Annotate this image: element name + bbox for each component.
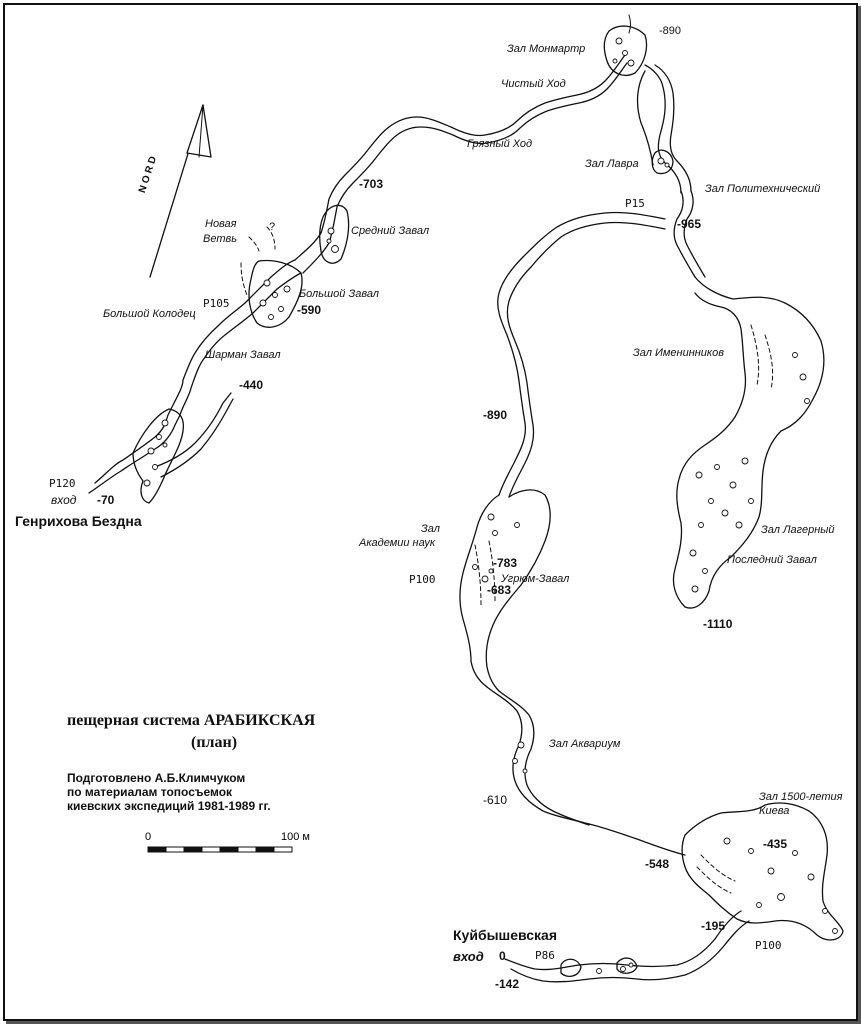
label-zal-1500: Зал 1500-летия (759, 791, 843, 803)
depth-610: -610 (483, 793, 508, 807)
label-zal-imeninnikov: Зал Именинников (633, 347, 724, 359)
label-sredny-zaval: Средний Завал (351, 225, 430, 237)
depth-590: -590 (297, 303, 322, 317)
rubble-stipple (144, 38, 838, 974)
label-gryazny-khod: Грязный Ход (467, 138, 533, 150)
label-zal-lavra: Зал Лавра (585, 158, 639, 170)
label-bolshoy-zaval: Большой Завал (299, 288, 380, 300)
label-posledny-zaval: Последний Завал (727, 554, 817, 566)
depth-683: -683 (487, 583, 512, 597)
pit-p86: P86 (535, 949, 555, 962)
label-zal: Зал (421, 523, 440, 535)
scale-end-label: 100 м (281, 831, 310, 843)
label-zal-politekhnichesky: Зал Политехнический (705, 183, 821, 195)
depth-783: -783 (493, 556, 518, 570)
label-zal-lagerny: Зал Лагерный (761, 524, 835, 536)
entrance-word-genrikhova: вход (51, 493, 77, 507)
pit-p100-mid: P100 (409, 573, 436, 586)
depth-440: -440 (239, 378, 264, 392)
entrance-kuibyshevskaya: Куйбышевская (453, 927, 558, 943)
label-vetv: Ветвь (203, 233, 238, 245)
passage-lavra-loop (638, 65, 705, 277)
scale-bar (148, 847, 292, 852)
label-question: ? (269, 221, 276, 233)
map-credits (67, 771, 271, 813)
map-frame (3, 3, 858, 1021)
credit-line-3: киевских экспедиций 1981-1989 гг. (67, 799, 271, 813)
depth-890-top: -890 (659, 25, 682, 37)
depth-195: -195 (701, 919, 726, 933)
label-akademii-nauk: Академии наук (359, 537, 436, 549)
depth-1110: -1110 (703, 617, 733, 631)
map-title: пещерная система АРАБИКСКАЯ (67, 712, 316, 729)
label-chisty-khod: Чистый Ход (501, 78, 566, 90)
label-zal-monmartr: Зал Монмартр (507, 43, 586, 55)
depth-965: -965 (677, 217, 702, 231)
depth-70: -70 (97, 493, 115, 507)
label-kieva: Киева (759, 805, 790, 817)
depth-0: 0 (499, 949, 506, 963)
depth-142: -142 (495, 977, 520, 991)
label-ugryum-zaval: Угрюм-Завал (501, 573, 570, 585)
entrance-word-kuibyshevskaya: вход (453, 949, 484, 964)
pit-p105: P105 (203, 297, 230, 310)
pit-p15: P15 (625, 197, 645, 210)
label-sharman-zaval: Шарман Завал (205, 349, 281, 361)
passage-genrikhova (89, 227, 302, 503)
pit-p120: P120 (49, 477, 76, 490)
label-novaya: Новая (205, 218, 237, 230)
label-zal-akvarium: Зал Аквариум (549, 738, 621, 750)
depth-890-mid: -890 (483, 408, 508, 422)
map-subtitle: (план) (191, 734, 238, 751)
depth-703: -703 (359, 177, 384, 191)
pit-p100-bottom: P100 (755, 939, 782, 952)
cave-plan (5, 5, 856, 1019)
north-arrow-icon (150, 105, 211, 277)
scale-start-label: 0 (145, 831, 152, 843)
label-bolshoy-kolodets: Большой Колодец (103, 308, 196, 320)
depth-435: -435 (763, 837, 788, 851)
north-label: N O R D (137, 155, 160, 195)
depth-548: -548 (645, 857, 670, 871)
credit-line-1: Подготовлено А.Б.Климчуком (67, 771, 246, 785)
entrance-genrikhova-bezdna: Генрихова Бездна (15, 513, 142, 529)
credit-line-2: по материалам топосъемок (67, 785, 233, 799)
